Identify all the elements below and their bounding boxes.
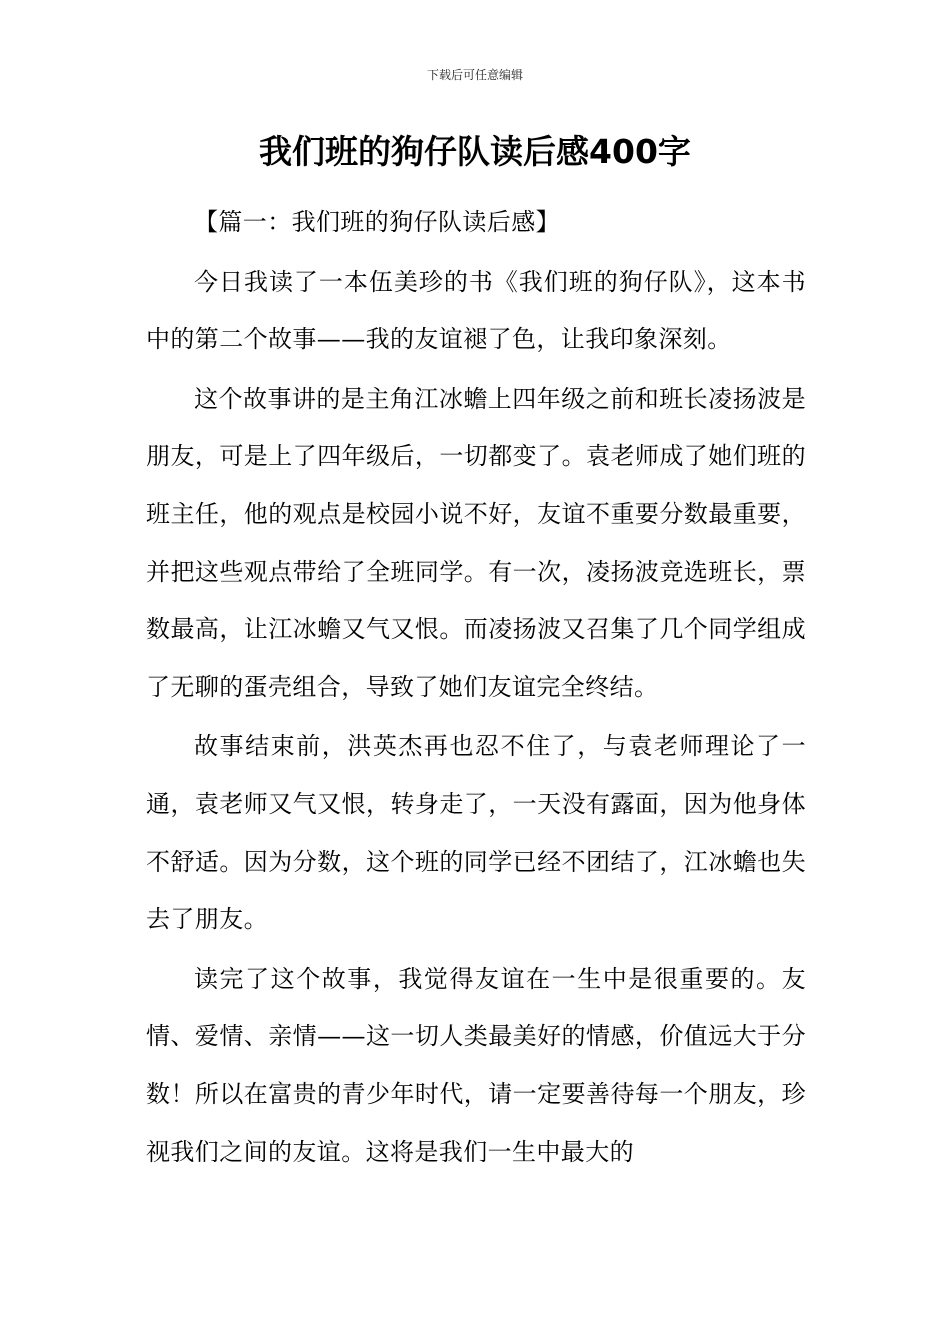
paragraph-3: 故事结束前，洪英杰再也忍不住了，与袁老师理论了一通，袁老师又气又恨，转身走了，一天没有露面，因为他身体不舒适。因为分数，这个班的同学已经不团结了，江冰蟾也失去了朋友。 bbox=[146, 732, 806, 934]
header-note: 下载后可任意编辑 bbox=[426, 68, 523, 82]
paragraph-2: 这个故事讲的是主角江冰蟾上四年级之前和班长凌扬波是朋友，可是上了四年级后，一切都变了。袁老师成了她们班的班主任，他的观点是校园小说不好，友谊不重要分数最重要，并把这些观点带给了全班同学。有一次，凌扬波竞选班长，票数最高，让江冰蟾又气又恨。而凌扬波又召集了几个同学组成了无聊的蛋壳组合，导致了她们友谊完全终结。 bbox=[146, 384, 806, 701]
document-title: 我们班的狗仔队读后感400字 bbox=[259, 132, 691, 171]
paragraph-1: 今日我读了一本伍美珍的书《我们班的狗仔队》，这本书中的第二个故事——我的友谊褪了色，让我印象深刻。 bbox=[146, 267, 806, 354]
paragraph-4: 读完了这个故事，我觉得友谊在一生中是很重要的。友情、爱情、亲情——这一切人类最美好的情感，价值远大于分数！所以在富贵的青少年时代，请一定要善待每一个朋友，珍视我们之间的友谊。这将是我们一生中最大的 bbox=[146, 964, 806, 1166]
document-body bbox=[146, 194, 806, 1183]
section-heading: 【篇一：我们班的狗仔队读后感】 bbox=[194, 208, 560, 236]
